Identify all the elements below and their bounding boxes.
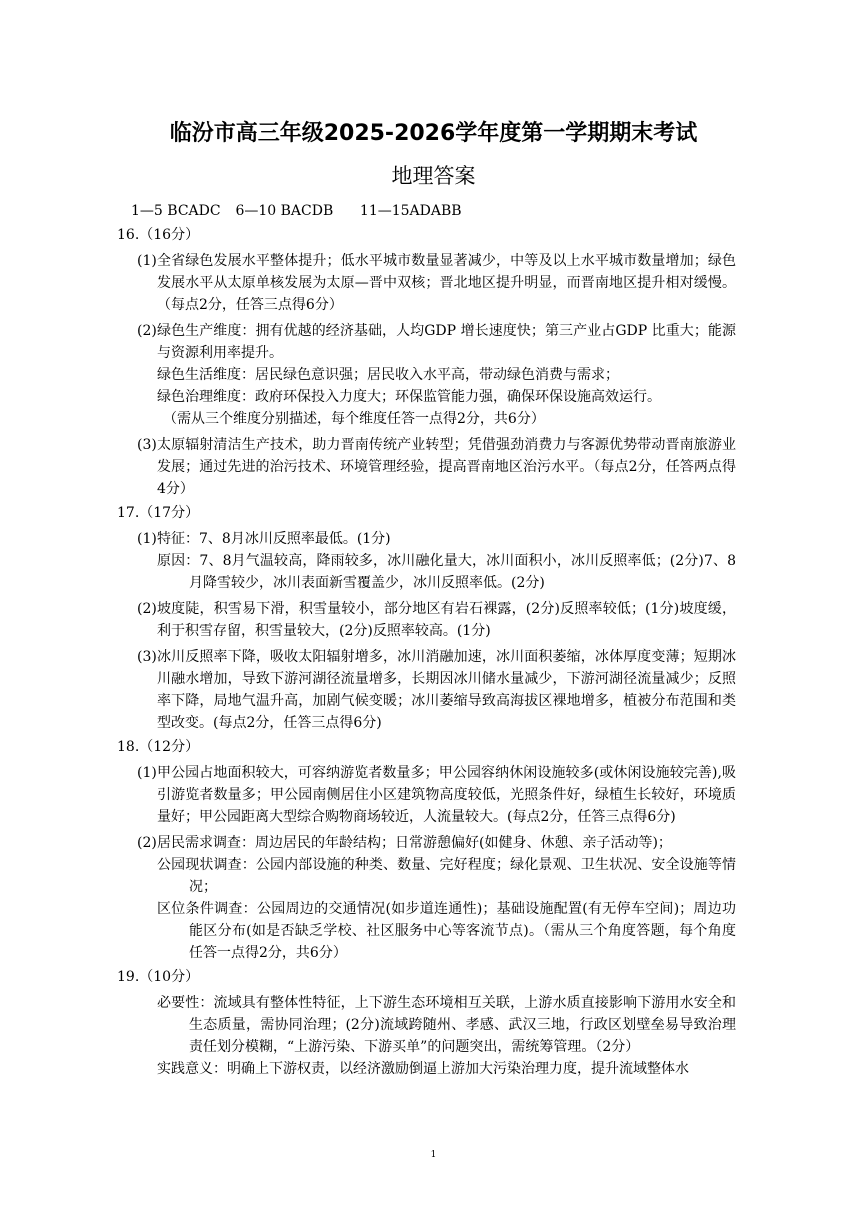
q18-part-2-text: 居民需求调查：周边居民的年龄结构；日常游憩偏好(如健身、休憩、亲子活动等)； xyxy=(157,835,672,851)
q18-part-2-line-c: 区位条件调查：公园周边的交通情况(如步道连通性)；基础设施配置(有无停车空间)；周边功能区分布(如是否缺乏学校、社区服务中心等客流节点)。（需从三个角度答题，每个角度任答一点得2分，共6分） xyxy=(157,901,736,961)
page-number: 1 xyxy=(430,1150,437,1160)
q16-part-2-text: 绿色生产维度：拥有优越的经济基础，人均GDP 增长速度快；第三产业占GDP 比重大；能源与资源利用率提升。 xyxy=(157,323,736,361)
q18-part-1-text: 甲公园占地面积较大，可容纳游览者数量多；甲公园容纳休闲设施较多(或休闲设施较完善),吸引游览者数量多；甲公园南侧居住小区建筑物高度较低，光照条件好，绿植生长较好，环境质量好；甲公园距离大型综合购物商场较近，人流量较大。(每点2分，任答三点得6分) xyxy=(157,765,736,825)
q18-part-2-line-b: 公园现状调查：公园内部设施的种类、数量、完好程度；绿化景观、卫生状况、安全设施等情况； xyxy=(157,857,736,895)
choice-group-3: 11—15ADABB xyxy=(359,203,462,219)
part-number: (2) xyxy=(137,601,157,617)
question-19-heading: 19.（10分） xyxy=(117,969,200,985)
q19-significance: 实践意义：明确上下游权责，以经济激励倒逼上游加大污染治理力度，提升流域整体水 xyxy=(157,1061,689,1077)
q16-part-2-line-b: 绿色生活维度：居民绿色意识强；居民收入水平高，带动绿色消费与需求； xyxy=(157,367,619,383)
q17-part-2 xyxy=(131,598,736,642)
question-18 xyxy=(117,736,736,964)
question-17-heading: 17.（17分） xyxy=(117,505,200,521)
q17-part-3-text: 冰川反照率下降，吸收太阳辐射增多，冰川消融加速，冰川面积萎缩，冰体厚度变薄；短期冰川融水增加，导致下游河湖径流量增多，长期因冰川储水量减少，下游河湖径流量减少；反照率下降，局地气温升高，加剧气候变暖；冰川萎缩导致高海拔区裸地增多，植被分布范围和类型改变。(每点2分，任答三点得6分) xyxy=(157,649,736,731)
q16-part-2 xyxy=(131,320,736,430)
part-number: (1) xyxy=(137,765,157,781)
part-number: (2) xyxy=(137,323,157,339)
q17-part-2-text: 坡度陡，积雪易下滑，积雪量较小，部分地区有岩石裸露，(2分)反照率较低；(1分)坡度缓，利于积雪存留，积雪量较大，(2分)反照率较高。(1分) xyxy=(157,601,736,639)
q17-part-3 xyxy=(131,646,736,734)
q19-necessity: 必要性：流域具有整体性特征，上下游生态环境相互关联，上游水质直接影响下游用水安全和生态质量，需协同治理；(2分)流域跨随州、孝感、武汉三地，行政区划壁垒易导致治理责任划分模糊，“上游污染、下游买单”的问题突出，需统筹管理。（2分） xyxy=(157,995,736,1055)
multiple-choice-answers xyxy=(131,200,736,222)
q19-body xyxy=(131,992,736,1080)
q16-part-1 xyxy=(131,250,736,316)
question-16 xyxy=(117,224,736,500)
choice-group-1: 1—5 BCADC xyxy=(131,203,221,219)
choice-group-2: 6—10 BACDB xyxy=(235,203,334,219)
part-number: (1) xyxy=(137,531,157,547)
q16-part-3-text: 太原辐射清洁生产技术，助力晋南传统产业转型；凭借强劲消费力与客源优势带动晋南旅游业发展；通过先进的治污技术、环境管理经验，提高晋南地区治污水平。（每点2分，任答两点得4分） xyxy=(157,437,736,497)
q18-part-1 xyxy=(131,762,736,828)
q18-part-2 xyxy=(131,832,736,964)
answer-content xyxy=(117,200,736,1080)
question-19 xyxy=(117,966,736,1080)
q17-part-1-text: 特征：7、8月冰川反照率最低。(1分) xyxy=(157,531,391,547)
part-number: (3) xyxy=(137,649,157,665)
question-18-heading: 18.（12分） xyxy=(117,739,200,755)
page-subtitle: 地理答案 xyxy=(391,164,476,188)
page-title: 临汾市高三年级2025-2026学年度第一学期期末考试 xyxy=(169,121,698,146)
q16-part-1-text: 全省绿色发展水平整体提升；低水平城市数量显著减少，中等及以上水平城市数量增加；绿色发展水平从太原单核发展为太原—晋中双核；晋北地区提升明显，而晋南地区提升相对缓慢。（每点2分，任答三点得6分） xyxy=(157,253,736,313)
part-number: (1) xyxy=(137,253,157,269)
q16-part-2-note: （需从三个维度分别描述，每个维度任答一点得2分，共6分） xyxy=(163,411,545,427)
question-17 xyxy=(117,502,736,734)
q17-part-1 xyxy=(131,528,736,594)
part-number: (2) xyxy=(137,835,157,851)
q16-part-2-line-c: 绿色治理维度：政府环保投入力度大；环保监管能力强，确保环保设施高效运行。 xyxy=(157,389,661,405)
q17-part-1-reason: 原因：7、8月气温较高，降雨较多，冰川融化量大，冰川面积小，冰川反照率低；(2分)7、8月降雪较少，冰川表面新雪覆盖少，冰川反照率低。(2分) xyxy=(157,553,736,591)
q16-part-3 xyxy=(131,434,736,500)
part-number: (3) xyxy=(137,437,157,453)
question-16-heading: 16.（16分） xyxy=(117,227,200,243)
